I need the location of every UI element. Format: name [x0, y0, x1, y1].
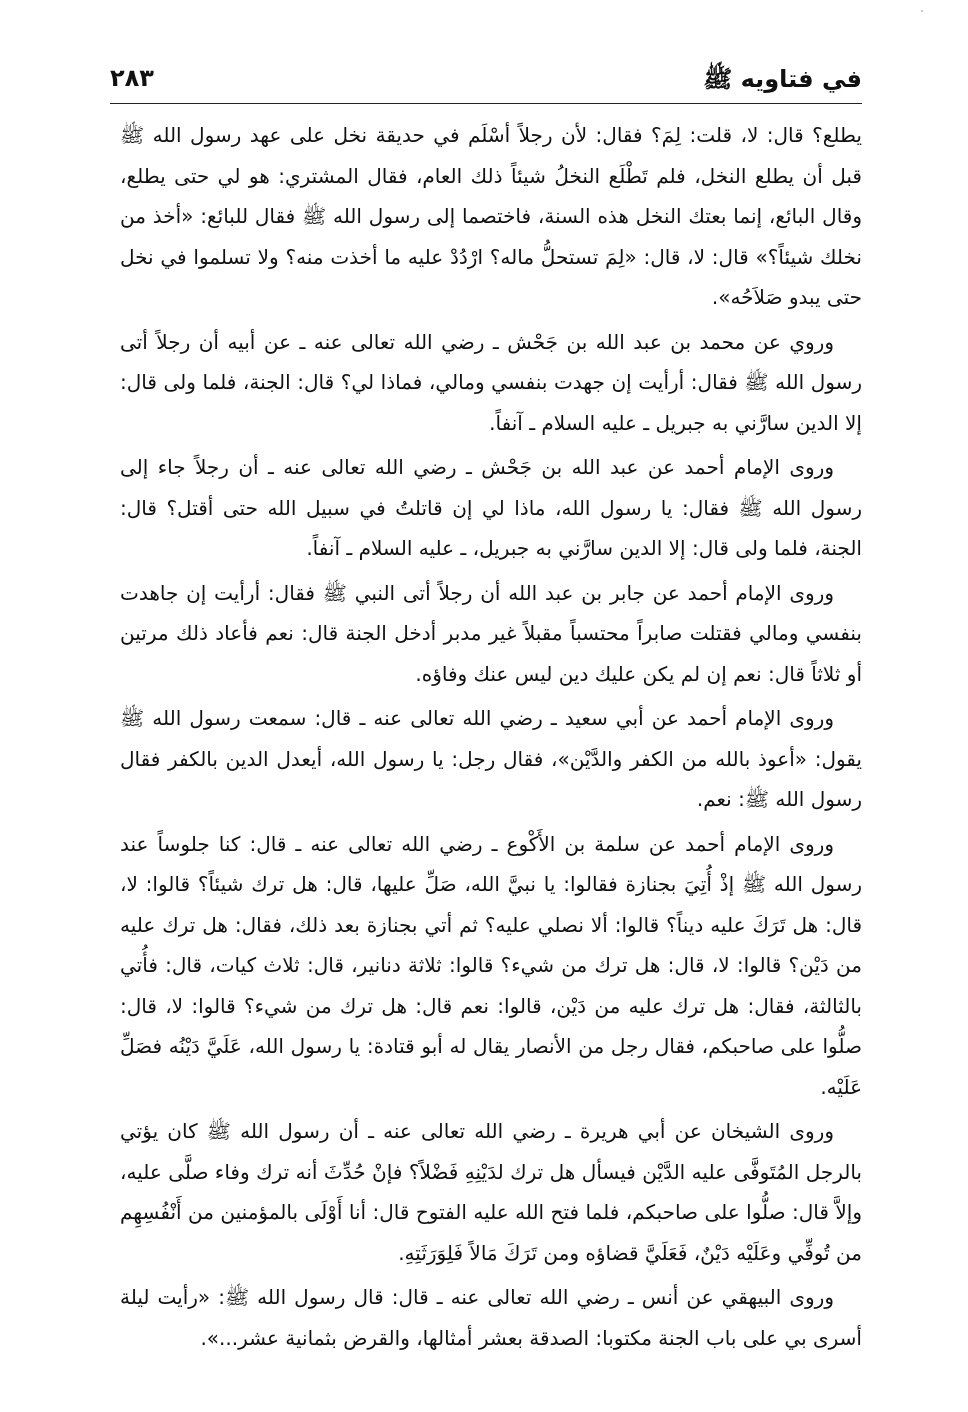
paragraph: وروى الإمام أحمد عن سلمة بن الأَكْوع ـ رضي الله تعالى عنه ـ قال: كنا جلوساً عند رسول الله ﷺ إذْ أُتِيَ بجنازة فقالوا: يا نبيَّ الله، صَلِّ عليها، قال: هل ترك شيئاً؟ قالوا: لا، قال: هل تَرَكَ عليه ديناً؟ قالوا: ألا نصلي عليه؟ ثم أتي بجنازة بعد ذلك، فقال: هل ترك عليه من دَيْن؟ قالوا: لا، قال: هل ترك من شيء؟ قالوا: ثلاثة دنانير، قال: ثلاث كيات، قال: فأُتي بالثالثة، فقال: هل ترك عليه من دَيْن، قالوا: نعم قال: هل ترك من شيء؟ قالوا: لا، قال: صلُّوا على صاحبكم، فقال رجل من الأنصار يقال له أبو قتادة: يا رسول الله، عَلَيَّ دَيْنُه فصَلِّ عَلَيْه.	[120, 831, 862, 1099]
paragraph: يطلع؟ قال: لا، قلت: لِمَ؟ فقال: لأن رجلاً أسْلَم في حديقة نخل على عهد رسول الله ﷺ قبل أن يطلع النخل، فلم تَطْلَع النخلُ شيئاً ذلك العام، فقال المشتري: هو لي حتى يطلع، وقال البائع، إنما بعتك النخل هذه السنة، فاختصما إلى رسول الله ﷺ فقال للبائع: «أخذ من نخلك شيئاً؟» قال: لا، قال: «لِمَ تستحلُّ ماله؟ ارْدُدْ عليه ما أخذت منه؟ ولا تسلموا في نخل حتى يبدو صَلاَحُه».	[120, 123, 862, 309]
body-text	[120, 115, 862, 1358]
scan-speck	[921, 10, 923, 12]
paragraph: وروى الشيخان عن أبي هريرة ـ رضي الله تعالى عنه ـ أن رسول الله ﷺ كان يؤتي بالرجل المُتَوفَّى عليه الدَّيْن فيسأل هل ترك لدَيْنِهِ فَضْلاً؟ فإنْ حُدِّثَ أنه ترك وفاء صلَّى عليه، وإلاَّ قال: صلُّوا على صاحبكم، فلما فتح الله عليه الفتوح قال: أنا أَوْلَى بالمؤمنين من أَنْفُسِهِم من تُوفِّي وعَلَيْه دَيْنٌ، فَعَلَيَّ قضاؤه ومن تَرَكَ مَالاً فَلِوَرَثَتِهِ.	[120, 1119, 862, 1265]
paragraph: وروى الإمام أحمد عن عبد الله بن جَحْش ـ رضي الله تعالى عنه ـ أن رجلاً جاء إلى رسول الله ﷺ فقال: يا رسول الله، ماذا لي إن قاتلتُ في سبيل الله حتى أقتل؟ قال: الجنة، فلما ولى قال: إلا الدين سارَّني به جبريل، ـ عليه السلام ـ آنفاً.	[120, 455, 862, 560]
page-number: ٢٨٣	[110, 64, 154, 92]
running-header	[110, 60, 862, 100]
paragraph: وروى البيهقي عن أنس ـ رضي الله تعالى عنه ـ قال: قال رسول الله ﷺ: «رأيت ليلة أسرى بي على باب الجنة مكتوبا: الصدقة بعشر أمثالها، والقرض بثمانية عشر...».	[120, 1285, 862, 1350]
header-rule	[110, 103, 862, 104]
paragraph: وروى الإمام أحمد عن أبي سعيد ـ رضي الله تعالى عنه ـ قال: سمعت رسول الله ﷺ يقول: «أعوذ بالله من الكفر والدَّيْن»، فقال رجل: يا رسول الله، أيعدل الدين بالكفر فقال رسول الله ﷺ: نعم.	[120, 706, 862, 811]
paragraph: وروى الإمام أحمد عن جابر بن عبد الله أن رجلاً أتى النبي ﷺ فقال: أرأيت إن جاهدت بنفسي ومالي فقتلت صابراً محتسباً مقبلاً غير مدبر أدخل الجنة قال: نعم فأعاد ذلك مرتين أو ثلاثاً قال: نعم إن لم يكن عليك دين ليس عنك وفاؤه.	[120, 580, 862, 686]
paragraph: وروي عن محمد بن عبد الله بن جَحْش ـ رضي الله تعالى عنه ـ عن أبيه أن رجلاً أتى رسول الله ﷺ فقال: أرأيت إن جهدت بنفسي ومالي، فماذا لي؟ قال: الجنة، فلما ولى قال: إلا الدين سارَّني به جبريل ـ عليه السلام ـ آنفاً.	[120, 329, 862, 435]
header-title: في فتاويه ﷺ	[703, 65, 862, 93]
